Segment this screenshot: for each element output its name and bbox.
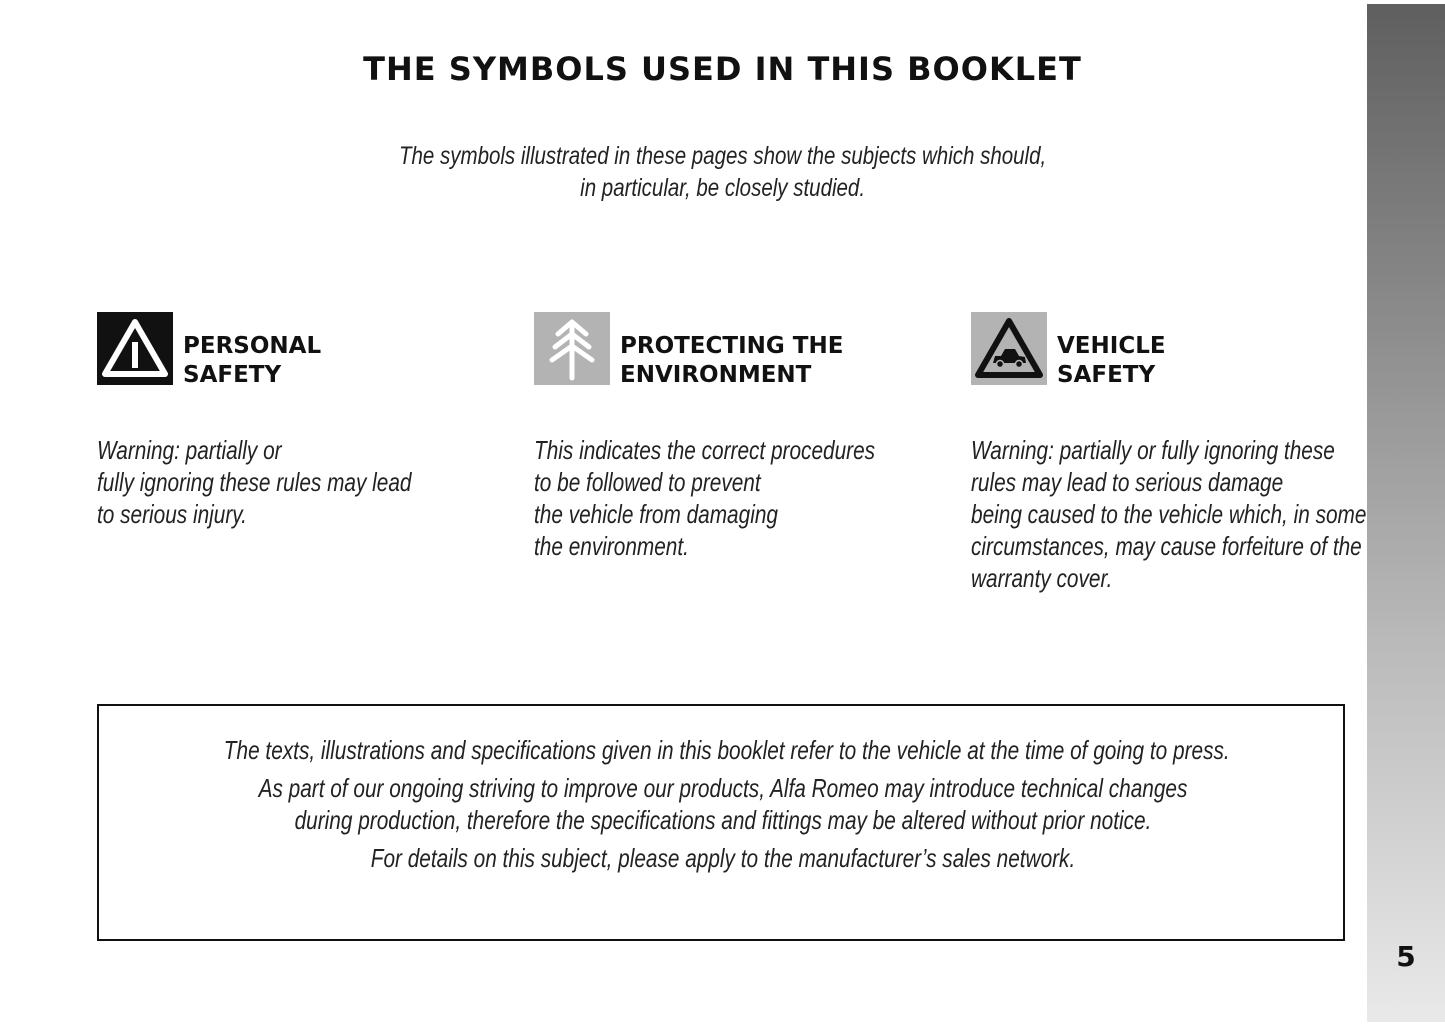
personal-safety-warning-icon (97, 312, 173, 385)
intro-line: in particular, be closely studied. (580, 174, 866, 202)
symbol-description: Warning: partially or fully ignoring these rules may lead to serious injury. (97, 435, 412, 529)
symbol-description: This indicates the correct procedures to be followed to prevent the vehicle from damaging the environment. (534, 435, 876, 561)
symbol-description: Warning: partially or fully ignoring these rules may lead to serious damage being caused to the vehicle which, in some circumstances, may cause forfeiture of the warranty cover. (971, 435, 1367, 593)
symbol-protecting-environment (534, 312, 934, 561)
notice-line: For details on this subject, please apply to the manufacturer’s sales network. (370, 843, 1076, 873)
symbol-vehicle-safety (971, 312, 1371, 593)
notice-line: during production, therefore the specifications and fittings may be altered without prior notice. (294, 805, 1152, 835)
page-title: THE SYMBOLS USED IN THIS BOOKLET (363, 50, 1082, 88)
symbol-label: PERSONAL SAFETY (183, 333, 322, 388)
notice-box (97, 704, 1345, 941)
symbol-personal-safety (97, 312, 497, 529)
page-number: 5 (1396, 940, 1416, 973)
intro-line: The symbols illustrated in these pages show the subjects which should, (398, 142, 1047, 170)
symbol-label: VEHICLE SAFETY (1057, 333, 1166, 388)
notice-line: As part of our ongoing striving to improve our products, Alfa Romeo may introduce technical changes (258, 773, 1188, 803)
page-edge-tab (1367, 4, 1445, 1022)
vehicle-safety-car-icon (971, 312, 1047, 385)
notice-text (223, 734, 1230, 874)
environment-tree-icon (534, 312, 610, 385)
symbol-label: PROTECTING THE ENVIRONMENT (620, 333, 844, 388)
notice-line: The texts, illustrations and specifications given in this booklet refer to the vehicle at the time of going to press. (223, 735, 1230, 765)
intro-text (130, 140, 1315, 204)
